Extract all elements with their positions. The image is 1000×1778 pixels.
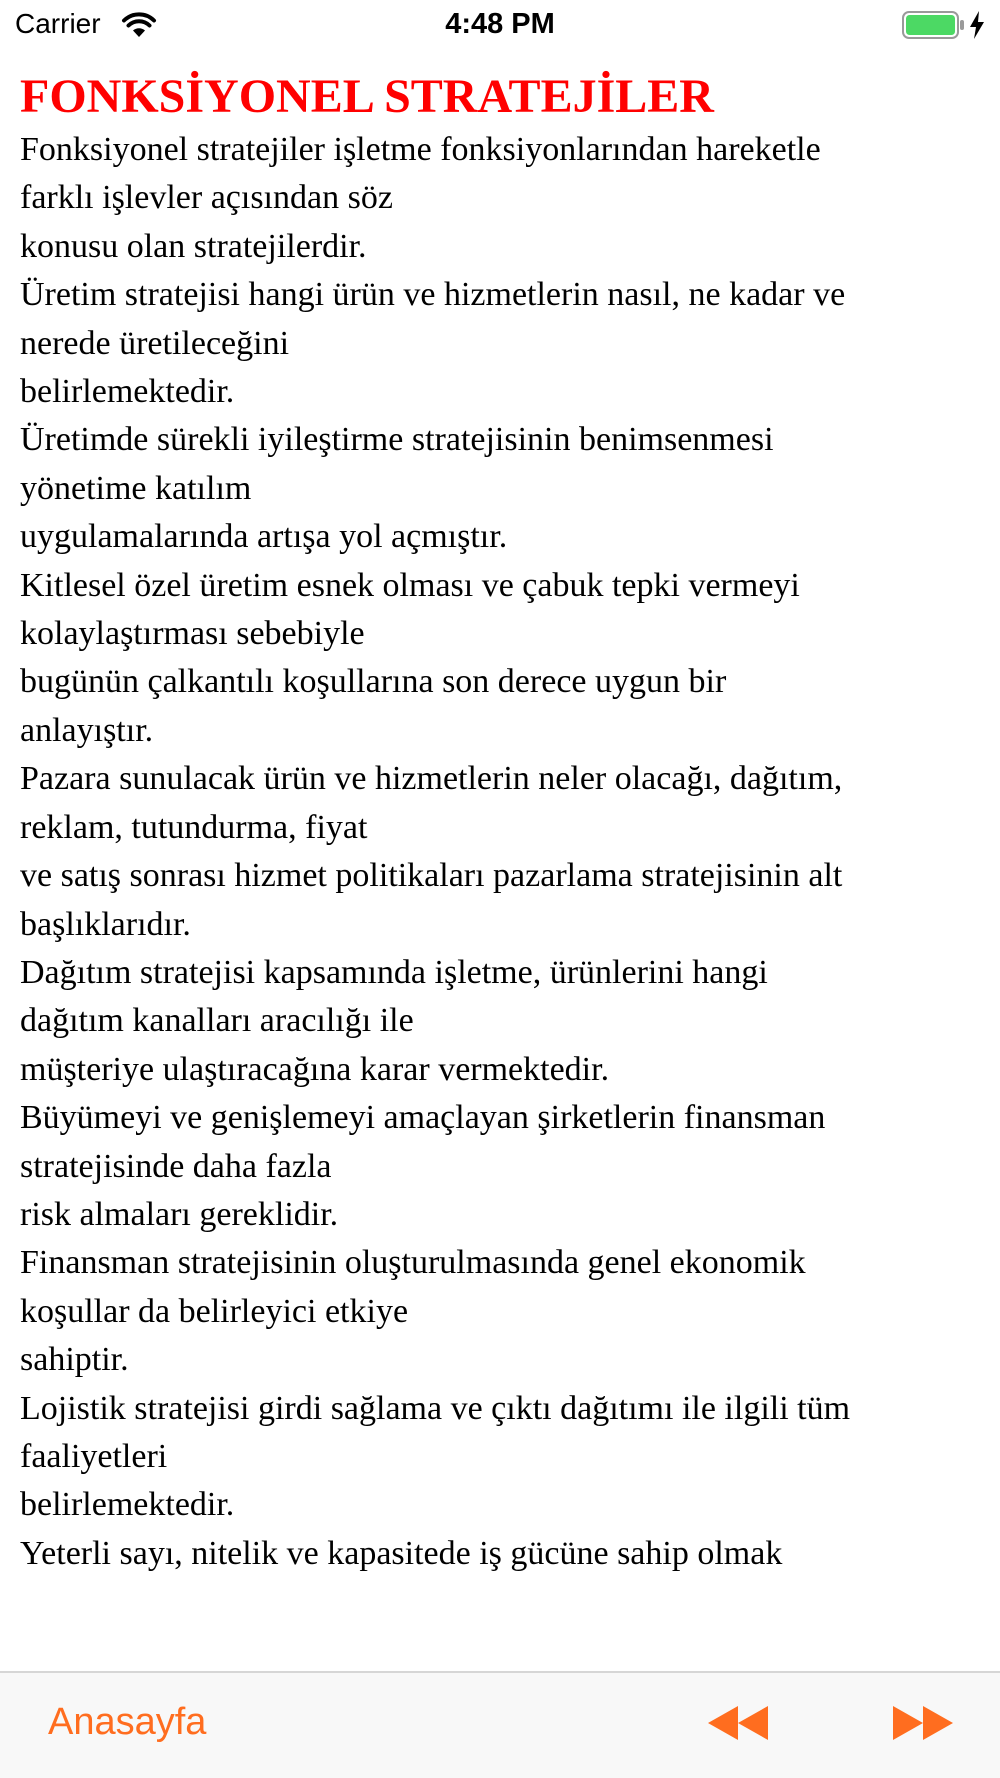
text-line: başlıklarıdır. (20, 905, 191, 943)
text-line: yönetime katılım (20, 469, 252, 507)
text-line: reklam, tutundurma, fiyat (20, 808, 368, 846)
text-line: Pazara sunulacak ürün ve hizmetlerin neler olacağı, dağıtım, (20, 760, 843, 798)
text-line: Finansman stratejisinin oluşturulmasında genel ekonomik (20, 1244, 806, 1282)
status-bar (0, 0, 1000, 50)
fast-forward-icon (891, 1703, 955, 1743)
text-line: stratejisinde daha fazla (20, 1147, 332, 1185)
text-line: Büyümeyi ve genişlemeyi amaçlayan şirketlerin finansman (20, 1099, 826, 1137)
next-page-button[interactable] (891, 1703, 955, 1743)
text-line: Dağıtım stratejisi kapsamında işletme, ürünlerini hangi (20, 953, 768, 991)
text-line: Kitlesel özel üretim esnek olması ve çabuk tepki vermeyi (20, 566, 800, 604)
text-line: belirlemektedir. (20, 1486, 235, 1524)
previous-page-button[interactable] (706, 1703, 770, 1743)
text-line: sahiptir. (20, 1341, 129, 1379)
rewind-icon (706, 1703, 770, 1743)
status-time: 4:48 PM (445, 8, 555, 40)
text-line: uygulamalarında artışa yol açmıştır. (20, 518, 508, 556)
text-line: dağıtım kanalları aracılığı ile (20, 1002, 414, 1040)
bottom-toolbar (0, 1671, 1000, 1778)
text-line: faaliyetleri (20, 1437, 168, 1475)
text-line: ve satış sonrası hizmet politikaları pazarlama stratejisinin alt (20, 857, 843, 895)
text-line: Üretimde sürekli iyileştirme stratejisinin benimsenmesi (20, 421, 774, 459)
text-line: farklı işlevler açısından söz (20, 179, 393, 217)
home-button[interactable]: Anasayfa (48, 1701, 207, 1743)
text-line: konusu olan stratejilerdir. (20, 227, 367, 265)
text-line: Lojistik stratejisi girdi sağlama ve çıktı dağıtımı ile ilgili tüm (20, 1389, 851, 1427)
charging-icon (968, 10, 986, 40)
carrier-label: Carrier (15, 8, 101, 39)
battery-icon (902, 11, 966, 39)
text-line: belirlemektedir. (20, 373, 235, 411)
text-line: müşteriye ulaştıracağına karar vermektedir. (20, 1050, 610, 1088)
text-line: Yeterli sayı, nitelik ve kapasitede iş gücüne sahip olmak (20, 1534, 783, 1572)
text-line: bugünün çalkantılı koşullarına son derece uygun bir (20, 663, 727, 701)
text-line: risk almaları gereklidir. (20, 1195, 339, 1233)
text-line: koşullar da belirleyici etkiye (20, 1292, 409, 1330)
text-line: kolaylaştırması sebebiyle (20, 615, 365, 653)
text-line: nerede üretileceğini (20, 324, 290, 362)
text-line: anlayıştır. (20, 711, 154, 749)
text-line: Fonksiyonel stratejiler işletme fonksiyonlarından hareketle (20, 131, 821, 168)
article-body (20, 126, 980, 1578)
page-title: FONKSİYONEL STRATEJİLER (20, 70, 714, 123)
text-line: Üretim stratejisi hangi ürün ve hizmetlerin nasıl, ne kadar ve (20, 276, 846, 314)
article-content[interactable] (20, 68, 980, 1572)
